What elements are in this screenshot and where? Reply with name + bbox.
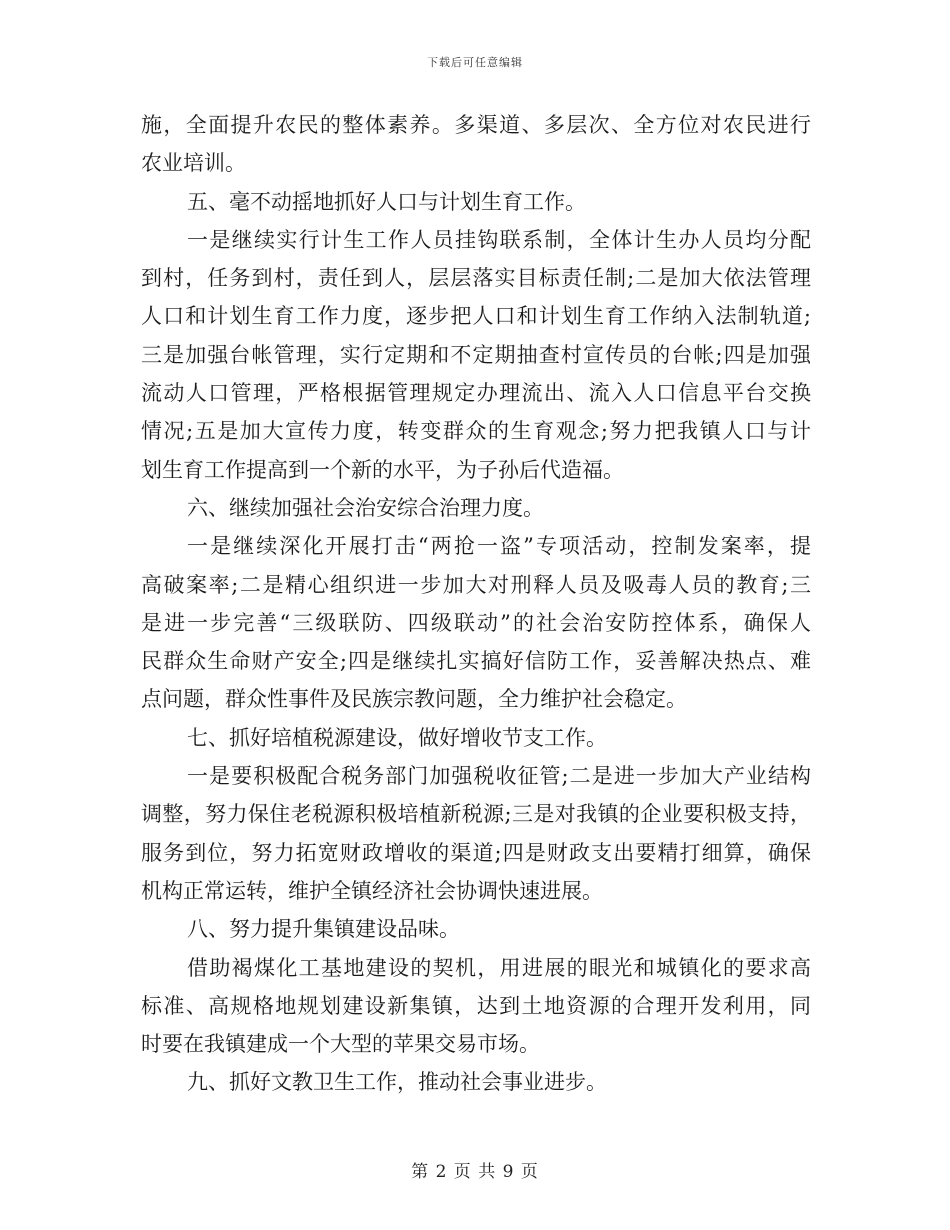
text-line: 施，全面提升农民的整体素养。多渠道、多层次、全方位对农民进行 (141, 113, 811, 137)
text-line: 三是加强台帐管理，实行定期和不定期抽查村宣传员的台帐;四是加强 (141, 342, 811, 367)
text-line: 民群众生命财产安全;四是继续扎实搞好信防工作，妥善解决热点、难 (141, 649, 811, 674)
text-line: 一是继续实行计生工作人员挂钩联系制，全体计生办人员均分配 (187, 227, 811, 252)
text-line: 调整，努力保住老税源积极培植新税源;三是对我镇的企业要积极支持， (141, 802, 811, 827)
text-line: 八、努力提升集镇建设品味。 (187, 917, 460, 942)
text-line: 七、抓好培植税源建设，做好增收节支工作。 (187, 725, 607, 750)
text-line: 一是继续深化开展打击“两抢一盗”专项活动，控制发案率，提 (187, 534, 811, 559)
text-line: 借助褐煤化工基地建设的契机，用进展的眼光和城镇化的要求高 (187, 955, 811, 980)
text-line: 农业培训。 (141, 151, 246, 176)
text-line: 高破案率;二是精心组织进一步加大对刑释人员及吸毒人员的教育;三 (141, 572, 811, 597)
document-body (141, 106, 811, 1102)
page-footer (0, 1157, 950, 1182)
page-header (0, 54, 950, 70)
text-line: 到村，任务到村，责任到人，层层落实目标责任制;二是加大依法管理 (141, 266, 811, 291)
text-line: 情况;五是加大宣传力度，转变群众的生育观念;努力把我镇人口与计 (141, 419, 811, 444)
text-line: 五、毫不动摇地抓好人口与计划生育工作。 (187, 189, 586, 214)
text-line: 划生育工作提高到一个新的水平，为子孙后代造福。 (141, 457, 624, 482)
text-line: 标准、高规格地规划建设新集镇，达到土地资源的合理开发利用，同 (141, 993, 811, 1018)
page-number: 第 2 页 共 9 页 (411, 1162, 539, 1182)
text-line: 点问题，群众性事件及民族宗教问题，全力维护社会稳定。 (141, 687, 687, 712)
text-line: 六、继续加强社会治安综合治理力度。 (187, 495, 544, 520)
text-line: 服务到位，努力拓宽财政增收的渠道;四是财政支出要精打细算，确保 (141, 840, 811, 865)
text-line: 是进一步完善“三级联防、四级联动”的社会治安防控体系，确保人 (141, 610, 811, 635)
text-line: 机构正常运转，维护全镇经济社会协调快速进展。 (141, 878, 603, 903)
text-line: 一是要积极配合税务部门加强税收征管;二是进一步加大产业结构 (187, 764, 811, 789)
text-line: 时要在我镇建成一个大型的苹果交易市场。 (141, 1032, 540, 1057)
text-line: 流动人口管理，严格根据管理规定办理流出、流入人口信息平台交换 (141, 381, 811, 406)
header-note: 下载后可任意编辑 (427, 56, 523, 69)
text-line: 九、抓好文教卫生工作，推动社会事业进步。 (187, 1070, 607, 1095)
text-line: 人口和计划生育工作力度，逐步把人口和计划生育工作纳入法制轨道; (141, 304, 811, 329)
